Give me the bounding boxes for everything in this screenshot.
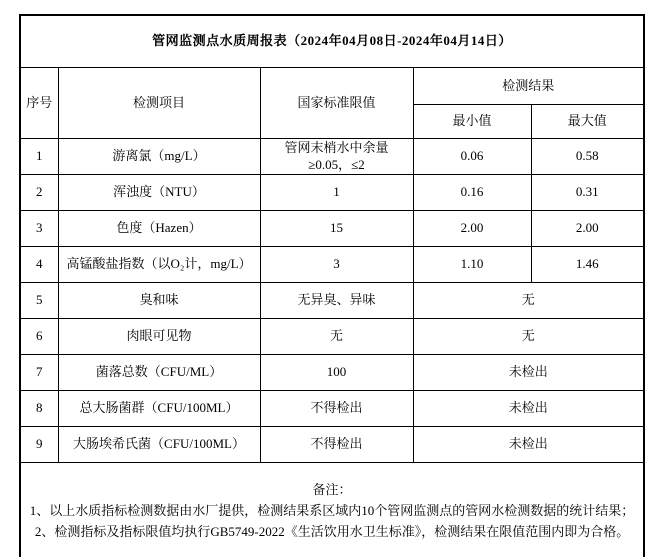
standard-cell: 不得检出 <box>260 391 413 427</box>
row-index-cell: 2 <box>20 175 58 211</box>
notes-row <box>20 463 644 557</box>
table-row <box>20 139 644 175</box>
standard-cell: 3 <box>260 247 413 283</box>
result-cell: 未检出 <box>413 427 644 463</box>
row-index-cell: 6 <box>20 319 58 355</box>
column-header-index: 序号 <box>20 68 58 139</box>
row-index-cell: 4 <box>20 247 58 283</box>
max-value-cell: 2.00 <box>531 211 644 247</box>
header-row <box>20 68 644 105</box>
row-index-cell: 1 <box>20 139 58 175</box>
notes-cell <box>20 463 644 557</box>
standard-cell: 1 <box>260 175 413 211</box>
note-line-2: 2、检测指标及指标限值均执行GB5749-2022《生活饮用水卫生标准》，检测结果在限值范围内即为合格。 <box>34 523 630 539</box>
item-cell: 总大肠菌群（CFU/100ML） <box>58 391 260 427</box>
item-cell: 肉眼可见物 <box>58 319 260 355</box>
standard-cell: 不得检出 <box>260 427 413 463</box>
report-title: 管网监测点水质周报表（2024年04月08日-2024年04月14日） <box>20 15 644 68</box>
item-cell: 臭和味 <box>58 283 260 319</box>
max-value-cell: 1.46 <box>531 247 644 283</box>
standard-cell: 15 <box>260 211 413 247</box>
result-cell: 未检出 <box>413 355 644 391</box>
min-value-cell: 0.06 <box>413 139 531 175</box>
row-index-cell: 7 <box>20 355 58 391</box>
min-value-cell: 1.10 <box>413 247 531 283</box>
table-row <box>20 427 644 463</box>
notes-label: 备注： <box>312 481 352 497</box>
standard-cell: 100 <box>260 355 413 391</box>
standard-cell: 无 <box>260 319 413 355</box>
max-value-cell: 0.58 <box>531 139 644 175</box>
item-cell: 高锰酸盐指数（以O₂计，mg/L） <box>58 247 260 283</box>
item-cell: 大肠埃希氏菌（CFU/100ML） <box>58 427 260 463</box>
column-header-max: 最大值 <box>531 105 644 139</box>
item-cell: 菌落总数（CFU/ML） <box>58 355 260 391</box>
row-index-cell: 5 <box>20 283 58 319</box>
item-cell: 游离氯（mg/L） <box>58 139 260 175</box>
column-header-item: 检测项目 <box>58 68 260 139</box>
result-cell: 无 <box>413 319 644 355</box>
table-row <box>20 211 644 247</box>
note-line-1: 1、以上水质指标检测数据由水厂提供，检测结果系区域内10个管网监测点的管网水检测数据的统计结果； <box>29 502 635 518</box>
water-quality-report-table <box>19 14 645 557</box>
min-value-cell: 2.00 <box>413 211 531 247</box>
standard-cell: 管网末梢水中余量≥0.05，≤2 <box>260 139 413 175</box>
table-row <box>20 175 644 211</box>
item-cell: 色度（Hazen） <box>58 211 260 247</box>
result-cell: 无 <box>413 283 644 319</box>
column-header-standard: 国家标准限值 <box>260 68 413 139</box>
standard-cell: 无异臭、异味 <box>260 283 413 319</box>
item-cell: 浑浊度（NTU） <box>58 175 260 211</box>
table-row <box>20 355 644 391</box>
table-row <box>20 391 644 427</box>
table-row <box>20 247 644 283</box>
row-index-cell: 3 <box>20 211 58 247</box>
row-index-cell: 8 <box>20 391 58 427</box>
row-index-cell: 9 <box>20 427 58 463</box>
column-header-min: 最小值 <box>413 105 531 139</box>
max-value-cell: 0.31 <box>531 175 644 211</box>
table-row <box>20 283 644 319</box>
result-cell: 未检出 <box>413 391 644 427</box>
title-row <box>20 15 644 68</box>
column-header-result-group: 检测结果 <box>413 68 644 105</box>
min-value-cell: 0.16 <box>413 175 531 211</box>
table-row <box>20 319 644 355</box>
